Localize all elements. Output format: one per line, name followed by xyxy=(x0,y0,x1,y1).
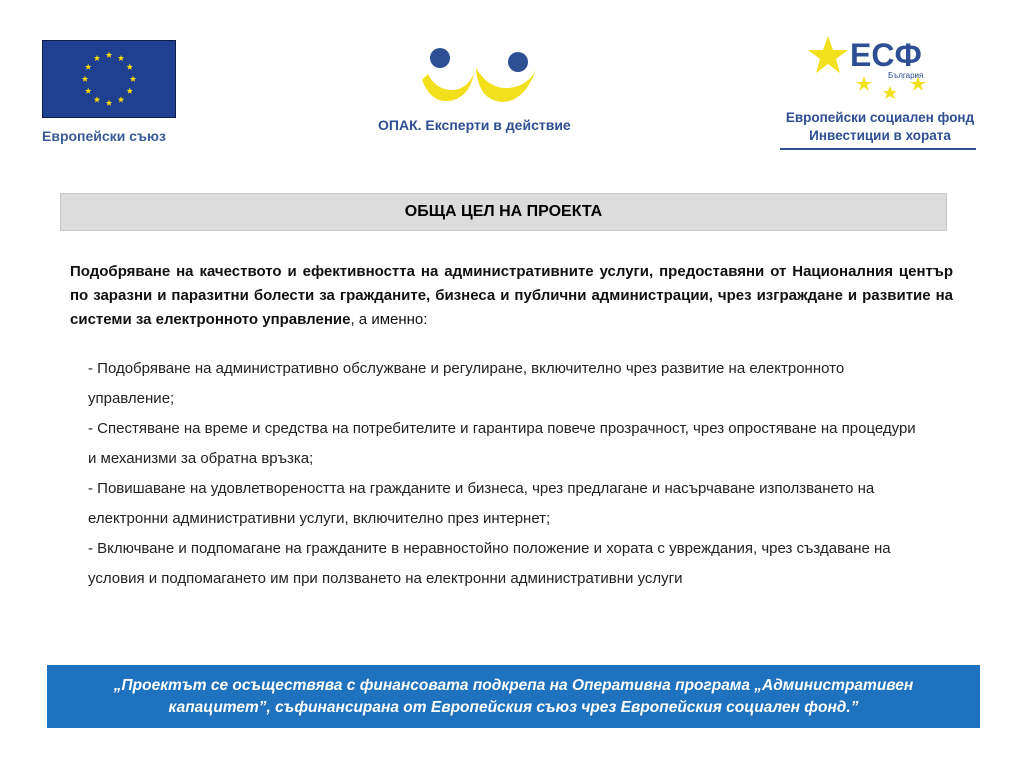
eu-star-icon xyxy=(127,88,133,94)
eu-flag-icon xyxy=(42,40,176,118)
list-item: - Включване и подпомагане на гражданите в неравностойно положение и хората с увреждания, чрез създаване на условия и подпомагането им при ползването на електронни административни услуги xyxy=(88,540,891,587)
intro-paragraph xyxy=(70,260,953,332)
eu-star-icon xyxy=(118,96,124,102)
eu-star-icon xyxy=(127,64,133,70)
list-item: - Спестяване на време и средства на потребителите и гарантира повече прозрачност, чрез опростяване на процедури и механизми за обратна връзка; xyxy=(88,420,916,467)
esf-country: България xyxy=(888,71,924,80)
eu-star-icon xyxy=(106,52,112,58)
funding-notice xyxy=(47,665,980,728)
esf-divider xyxy=(780,148,976,150)
goals-list xyxy=(88,354,928,594)
eu-star-icon xyxy=(82,76,88,82)
eu-star-icon xyxy=(85,64,91,70)
opak-emblem-icon xyxy=(378,44,588,108)
eu-star-icon xyxy=(85,88,91,94)
funding-notice-line1: „Проектът се осъществява с финансовата подкрепа на Оперативна програма „Административен xyxy=(113,676,914,694)
esf-logo xyxy=(780,30,980,150)
eu-star-icon xyxy=(94,55,100,61)
eu-star-icon xyxy=(106,100,112,106)
intro-tail-text: , а именно: xyxy=(350,311,428,328)
esf-caption xyxy=(780,109,980,145)
esf-emblem-icon xyxy=(780,30,980,102)
esf-caption-line1: Европейски социален фонд xyxy=(785,110,975,125)
section-title: ОБЩА ЦЕЛ НА ПРОЕКТА xyxy=(60,193,947,231)
eu-star-icon xyxy=(94,96,100,102)
list-item: - Подобряване на административно обслужване и регулиране, включително чрез развитие на електронното управление; xyxy=(88,360,845,407)
opak-caption: ОПАК. Експерти в действие xyxy=(378,117,571,133)
esf-caption-line2: Инвестиции в хората xyxy=(809,128,951,143)
funding-notice-line2: капацитет”, съфинансирана от Европейския съюз чрез Европейския социален фонд.” xyxy=(168,698,859,716)
eu-star-icon xyxy=(130,76,136,82)
intro-bold-text: Подобряване на качеството и ефективността на административните услуги, предоставяни от Националния център по заразни и паразитни болести за гражданите, бизнеса и публични администрации, чрез изграждане и развитие на системи за електронното управление xyxy=(70,263,953,328)
esf-mark: ЕСФ xyxy=(850,37,922,73)
eu-logo xyxy=(42,40,178,144)
eu-star-icon xyxy=(118,55,124,61)
list-item: - Повишаване на удовлетвореността на гражданите и бизнеса, чрез предлагане и насърчаване използването на електронни административни услуги, включително през интернет; xyxy=(88,480,875,527)
eu-caption: Европейски съюз xyxy=(42,128,166,144)
opak-logo xyxy=(378,44,588,133)
